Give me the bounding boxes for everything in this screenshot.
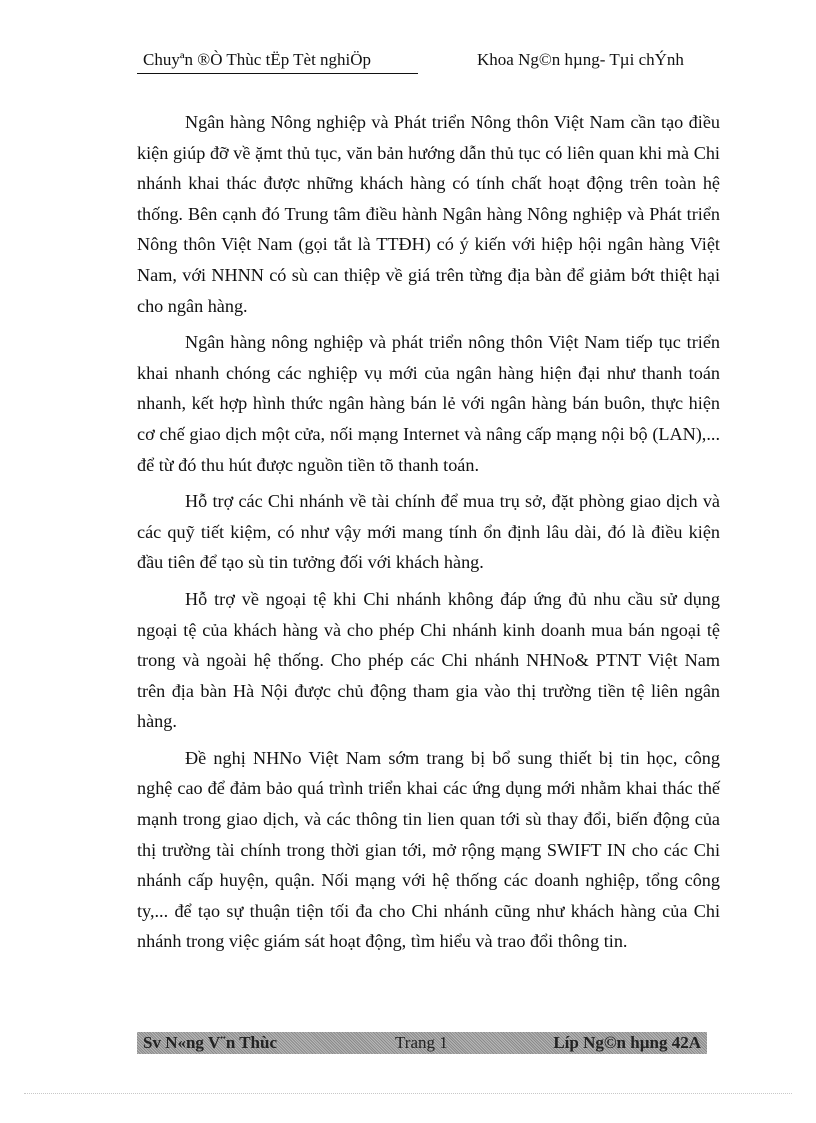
paragraph-4: Hỗ trợ về ngoại tệ khi Chi nhánh không đáp ứng đủ nhu cầu sử dụng ngoại tệ của khách hàng và cho phép Chi nhánh kinh doanh mua bán ngoại tệ trong và ngoài hệ thống. Cho phép các Chi nhánh NHNo& PTNT Việt Nam trên địa bàn Hà Nội được chủ động tham gia vào thị trường tiền tệ liên ngân hàng. — [137, 588, 720, 732]
paragraph-3: Hỗ trợ các Chi nhánh về tài chính để mua trụ sở, đặt phòng giao dịch và các quỹ tiết kiệm, có như vậy mới mang tính ổn định lâu dài, đó là điều kiện đầu tiên để tạo sù tin tưởng đối với khách hàng. — [137, 491, 720, 573]
paragraph-5: Đề nghị NHNo Việt Nam sớm trang bị bổ sung thiết bị tin học, công nghệ cao để đảm bảo quá trình triển khai các ứng dụng mới nhằm khai thác thế mạnh trong giao dịch, và các thông tin lien quan tới sù thay đổi, biến động của thị trường tài chính trong thời gian tới, mở rộng mạng SWIFT IN cho các Chi nhánh cấp huyện, quận. Nối mạng với hệ thống các doanh nghiệp, tổng công ty,... để tạo sự thuận tiện tối đa cho Chi nhánh cũng như khách hàng của Chi nhánh trong việc giám sát hoạt động, tìm hiểu và trao đổi thông tin. — [137, 747, 720, 952]
page-header — [137, 48, 717, 74]
paragraph-1: Ngân hàng Nông nghiệp và Phát triển Nông thôn Việt Nam cần tạo điều kiện giúp đỡ về ặmt thủ tục, văn bản hướng dẫn thủ tục có liên quan khi mà Chi nhánh khai thác được những khách hàng có tính chất hoạt động trên toàn hệ thống. Bên cạnh đó Trung tâm điều hành Ngân hàng Nông nghiệp và Phát triển Nông thôn Việt Nam (gọi tắt là TTĐH) có ý kiến với hiệp hội ngân hàng Việt Nam, với NHNN có sù can thiệp về giá trên từng địa bàn để giảm bớt thiệt hại cho ngân hàng. — [137, 112, 720, 316]
footer-class-name: Líp Ng©n hµng 42A — [553, 1033, 701, 1052]
paragraph-2: Ngân hàng nông nghiệp và phát triển nông thôn Việt Nam tiếp tục triển khai nhanh chóng các nghiệp vụ mới của ngân hàng hiện đại như thanh toán nhanh, kết hợp hình thức ngân hàng bán lẻ với ngân hàng bán buôn, thực hiện cơ chế giao dịch một cửa, nối mạng Internet và nâng cấp mạng nội bộ (LAN),... để từ đó thu hút được nguồn tiền tõ thanh toán. — [137, 332, 720, 475]
body-text — [137, 107, 720, 963]
header-faculty: Khoa Ng©n hµng- Tµi chÝnh — [477, 50, 684, 69]
footer-student-name: Sv N«ng V¨n Thùc — [143, 1033, 278, 1052]
page-bottom-divider — [24, 1093, 792, 1094]
page-footer — [137, 1032, 707, 1054]
footer-page-number: Trang 1 — [395, 1033, 448, 1052]
header-report-title: Chuyªn ®Ò Thùc tËp Tèt nghiÖp — [137, 50, 418, 74]
